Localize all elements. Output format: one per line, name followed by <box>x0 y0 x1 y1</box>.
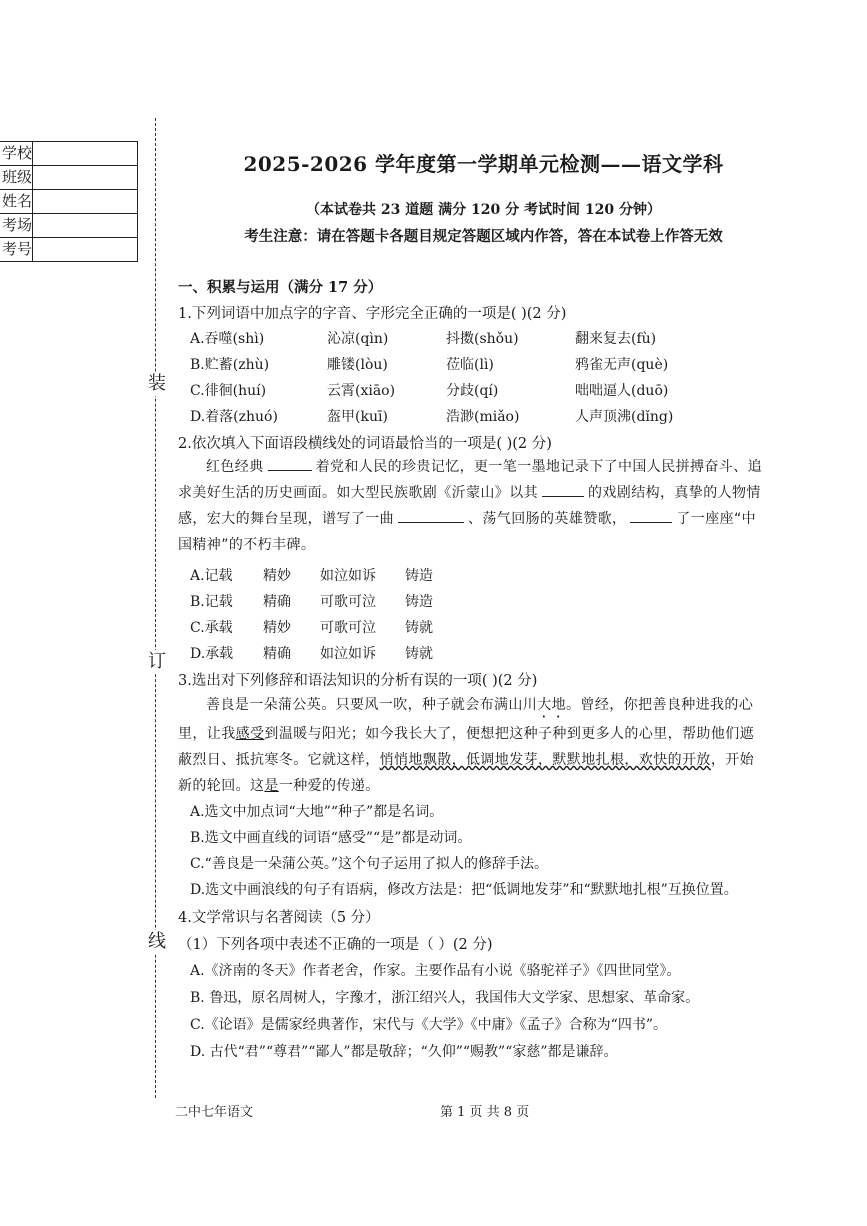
q3-option-c[interactable]: C.“善良是一朵蒲公英。”这个句子运用了拟人的修辞手法。 <box>190 856 548 872</box>
q1-d-2: 盔甲(kuī) <box>327 409 388 425</box>
q2-d-2: 精确 <box>263 646 291 662</box>
q3-underlined-word-1: 感受 <box>235 726 265 742</box>
q1-stem: 1.下列词语中加点字的字音、字形完全正确的一项是( )(2 分) <box>178 306 567 322</box>
q2-b-2: 精确 <box>263 594 291 610</box>
info-label-class: 班级 <box>0 166 33 190</box>
q2-c-1: C.承载 <box>190 620 233 636</box>
q2-blank-3[interactable] <box>398 508 464 523</box>
info-field-room[interactable] <box>33 214 138 238</box>
q2-passage-s3: 的戏剧结构，真挚的人物情感，宏大的舞台呈现，谱写了一曲 <box>178 485 761 527</box>
q2-c-3: 可歌可泣 <box>320 620 376 636</box>
q1-c-1: C.徘徊(huí) <box>190 383 267 399</box>
q3-passage-p3: 。曾经，你把善良种进我的心里，让我 <box>178 697 754 742</box>
q2-blank-1[interactable] <box>268 456 312 471</box>
q1-c-2: 云霄(xiāo) <box>327 383 396 399</box>
q2-stem: 2.依次填入下面语段横线处的词语最恰当的一项是( )(2 分) <box>178 436 552 452</box>
q2-b-1: B.记载 <box>190 594 233 610</box>
exam-subtitle: （本试卷共 23 道题 满分 120 分 考试时间 120 分钟） <box>306 202 661 218</box>
q2-c-4: 铸就 <box>405 620 433 636</box>
q3-dotted-word: 大地 <box>537 697 567 713</box>
q1-b-1: B.贮蓄(zhù) <box>190 357 270 373</box>
q2-b-3: 可歌可泣 <box>320 594 376 610</box>
q1-a-3: 抖擞(shǒu) <box>446 331 519 347</box>
footer-left: 二中七年语文 <box>175 1105 254 1120</box>
q3-option-b[interactable]: B.选文中画直线的词语“感受”“是”都是动词。 <box>190 830 472 846</box>
q3-passage-p7: ，开始新的轮回。这 <box>178 752 755 794</box>
binding-char-xian: 线 <box>148 931 166 952</box>
exam-title: 2025-2026 学年度第一学期单元检测——语文学科 <box>243 152 724 176</box>
q2-d-3: 如泣如诉 <box>320 646 376 662</box>
q3-passage-p5: 到温暖与阳光；如今我长大了，便想把这种子种到更多人的心里，帮助他们遮蔽烈日、抵抗寒冬。它就这样， <box>178 726 755 768</box>
q3-option-d[interactable]: D.选文中画浪线的句子有语病，修改方法是：把“低调地发芽”和“默默地扎根”互换位置。 <box>190 882 738 898</box>
info-field-school[interactable] <box>33 142 138 166</box>
q3-passage-p9: 一种爱的传递。 <box>278 778 380 794</box>
info-label-room: 考场 <box>0 214 33 238</box>
q2-passage-s4: 、荡气回肠的英雄赞歌， <box>468 511 627 527</box>
q1-b-2: 雕镂(lòu) <box>327 357 388 373</box>
q1-a-4: 翻来复去(fù) <box>575 331 657 347</box>
q2-passage-s2: 着党和人民的珍贵记忆，更一笔一墨地记录下了中国人民拼搏奋斗、追求美好生活的历史画面。如大型民族歌剧《沂蒙山》以其 <box>178 459 763 501</box>
q1-c-3: 分歧(qí) <box>446 383 499 399</box>
q2-passage-s5: 了一座座“中国精神”的不朽丰碑。 <box>178 511 757 553</box>
q1-d-3: 浩渺(miǎo) <box>446 409 520 425</box>
section-1-title: 一、积累与运用（满分 17 分） <box>178 279 383 296</box>
info-label-name: 姓名 <box>0 190 33 214</box>
q3-underlined-word-2: 是 <box>264 778 279 794</box>
q2-d-4: 铸就 <box>405 646 433 662</box>
binding-char-zhuang: 装 <box>148 373 166 394</box>
footer-page-number: 第 1 页 共 8 页 <box>440 1105 530 1120</box>
q4-option-b[interactable]: B. 鲁迅，原名周树人，字豫才，浙江绍兴人，我国伟大文学家、思想家、革命家。 <box>190 990 700 1006</box>
q3-stem: 3.选出对下列修辞和语法知识的分析有误的一项( )(2 分) <box>178 673 538 689</box>
q2-passage <box>178 454 764 558</box>
q3-passage-p1: 善良是一朵蒲公英。只要风一吹，种子就会布满山川 <box>206 697 538 713</box>
info-field-name[interactable] <box>33 190 138 214</box>
q1-c-4: 咄咄逼人(duō) <box>575 383 669 399</box>
q2-a-1: A.记载 <box>190 568 233 584</box>
q1-b-3: 莅临(lì) <box>446 357 494 373</box>
q1-a-1: A.吞噬(shì) <box>190 331 265 347</box>
q1-b-4: 鸦雀无声(què) <box>575 357 669 373</box>
q2-d-1: D.承载 <box>190 646 234 662</box>
q2-passage-s1: 红色经典 <box>206 459 264 475</box>
q2-a-2: 精妙 <box>263 568 291 584</box>
q2-c-2: 精妙 <box>263 620 291 636</box>
q3-option-a[interactable]: A.选文中加点词“大地”“种子”都是名词。 <box>190 804 444 820</box>
q3-wavy-sentence: 悄悄地飘散，低调地发芽，默默地扎根，欢快的开放 <box>379 752 711 768</box>
info-label-school: 学校 <box>0 142 33 166</box>
exam-notice: 考生注意：请在答题卡各题目规定答题区域内作答，答在本试卷上作答无效 <box>244 228 723 245</box>
q1-d-4: 人声顶沸(dǐng) <box>575 409 674 425</box>
q2-a-4: 铸造 <box>405 568 433 584</box>
q2-b-4: 铸造 <box>405 594 433 610</box>
info-field-id[interactable] <box>33 238 138 262</box>
q4-sub1-stem: （1）下列各项中表述不正确的一项是（ ）(2 分) <box>178 937 493 953</box>
q4-option-a[interactable]: A.《济南的冬天》作者老舍，作家。主要作品有小说《骆驼祥子》《四世同堂》。 <box>190 963 681 979</box>
q3-passage <box>178 692 764 799</box>
q1-a-2: 沁凉(qìn) <box>327 331 389 347</box>
info-label-id: 考号 <box>0 238 33 262</box>
q4-stem: 4.文学常识与名著阅读（5 分） <box>178 910 380 926</box>
student-info-table <box>0 141 138 262</box>
q1-d-1: D.着落(zhuó) <box>190 409 278 425</box>
q2-blank-2[interactable] <box>542 482 584 497</box>
q4-option-c[interactable]: C.《论语》是儒家经典著作，宋代与《大学》《中庸》《孟子》合称为“四书”。 <box>190 1017 667 1033</box>
info-field-class[interactable] <box>33 166 138 190</box>
q4-option-d[interactable]: D. 古代“君”“尊君”“鄙人”都是敬辞；“久仰”“赐教”“家慈”都是谦辞。 <box>190 1044 618 1060</box>
q2-blank-4[interactable] <box>630 508 672 523</box>
q2-a-3: 如泣如诉 <box>320 568 376 584</box>
binding-char-ding: 订 <box>148 651 166 672</box>
